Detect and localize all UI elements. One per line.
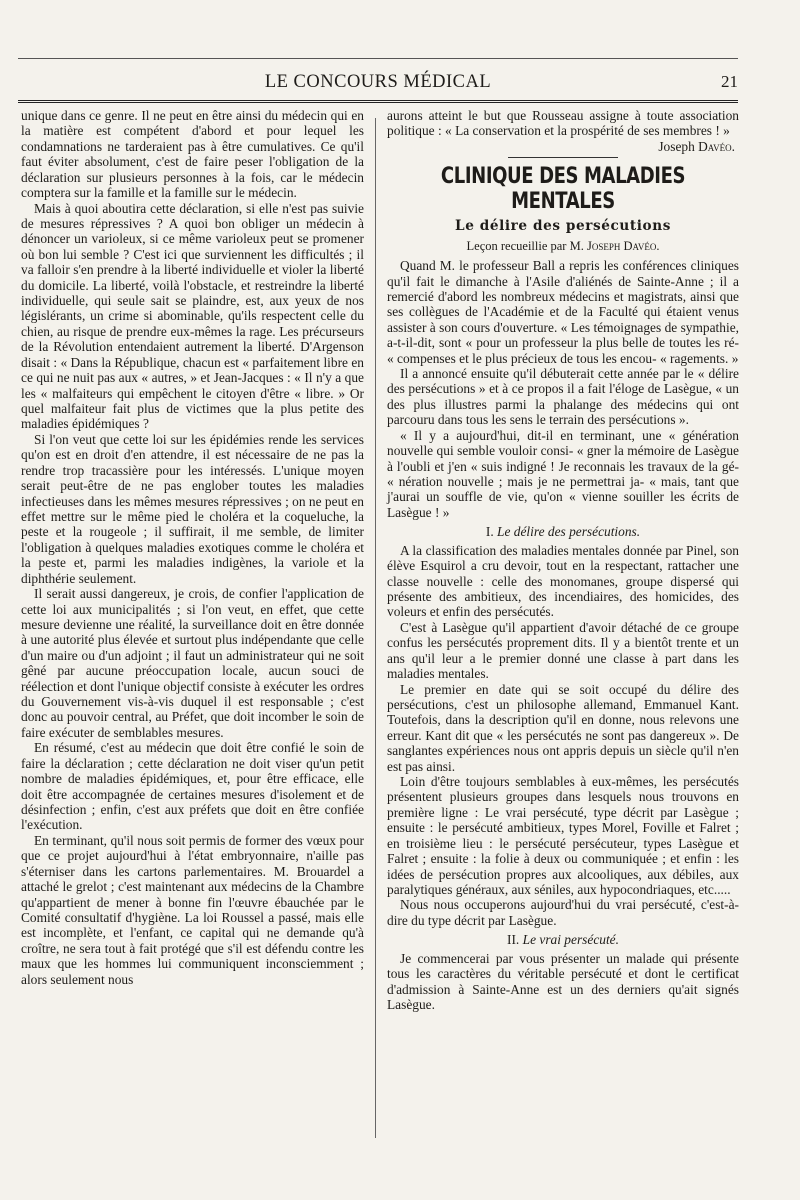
- paragraph: Je commencerai par vous présenter un malade qui présente tous les caractères du véritable persécuté et dont le certificat d'admission à Sainte-Anne est un des derniers qu'ait signés Lasègue.: [387, 950, 739, 1012]
- paragraph: Le premier en date qui se soit occupé du délire des persécutions, c'est un philosophe allemand, Emmanuel Kant. Toutefois, dans la description qu'il en donne, nous relevons une erreur. Kant dit que « les persécutés ne sont pas dangereux ». De sanglantes expériences nous ont appris depuis un siècle qu'il n'en est pas ainsi.: [387, 681, 739, 774]
- lecture-title: Le délire des persécutions: [455, 218, 671, 235]
- paragraph: Nous nous occuperons aujourd'hui du vrai persécuté, c'est-à-dire du type décrit par Lasègue.: [387, 897, 739, 928]
- signature-last-name: Davéo.: [698, 138, 735, 154]
- paragraph: En résumé, c'est au médecin que doit être confié le soin de faire la déclaration ; cette déclaration ne doit viser qu'un petit nombre de maladies épidémiques, et, pour être efficace, elle doit être accompagnée de certaines mesures d'isolement et de désinfection ; enfin, c'est aux préfets que doit en être confiée l'exécution.: [21, 740, 364, 833]
- byline-name: Joseph Davéo.: [586, 238, 660, 253]
- left-column: [21, 108, 364, 987]
- paragraph: C'est à Lasègue qu'il appartient d'avoir détaché de ce groupe confus les persécutés proprement dits. Il y a bientôt trente et un ans qu'il leur a le premier donné une classe à part dans les maladies mentales.: [387, 619, 739, 682]
- separator-rule: [508, 157, 618, 158]
- column-divider: [375, 118, 376, 1138]
- subhead-number: II.: [507, 932, 520, 948]
- journal-title: LE CONCOURS MÉDICAL: [264, 72, 492, 92]
- paragraph: En terminant, qu'il nous soit permis de former des vœux pour que ce projet aujourd'hui à l'état embryonnaire, n'aille pas s'éterniser dans les cartons parlementaires. M. Brouardel a attaché le grelot ; c'est maintenant aux médecins de la Chambre qu'appartient de mener à bonne fin l'œuvre ébauchée par le Comité consultatif d'hygiène. La loi Roussel a passé, mais elle est incomplète, et l'enfant, ce capital qui ne demande qu'à croître, ne sera tout à fait protégé que s'il est défendu contre les maux que les hommes lui communiquent inconsciemment ; alors seulement nous: [21, 832, 364, 987]
- subhead-number: I.: [485, 524, 494, 540]
- paragraph: A la classification des maladies mentales donnée par Pinel, son élève Esquirol a cru devoir, tout en la respectant, rattacher une classe nouvelle : celle des monomanes, groupe dispersé qui présente des ambitieux, des incendiaires, des homicides, des voleurs et enfin des persécutés.: [387, 542, 739, 620]
- subhead-text: Le délire des persécutions.: [497, 524, 641, 540]
- paragraph: unique dans ce genre. Il ne peut en être ainsi du médecin qui en la matière est compétent d'abord et pour lequel les condamnations ne tarderaient pas à être cumulatives. Ce qu'il faut éviter absolument, c'est de faire peser l'obligation de la déclaration sur plusieurs personnes à la fois, car le médecin comptera sur la famille et la famille sur le médecin.: [21, 108, 364, 201]
- subhead-text: Le vrai persécuté.: [522, 932, 619, 948]
- paragraph: Mais à quoi aboutira cette déclaration, si elle n'est pas suivie de mesures répressives ? A quoi bon obliger un médecin à dénoncer un varioleux, si ce même varioleux peut se promener où bon lui semble ? C'est ici que surviennent les difficultés ; il va falloir s'en prendre à la liberté individuelle et violer la liberté du domicile. La liberté, voilà l'obstacle, et restreindre la liberté individuelle, qui seule sait se plaindre, est, aux yeux de nos législérants, un crime si abominable, qu'ils respectent celle du chien, au risque de prendre eux-mêmes la rage. Les précurseurs de la Révolution entendaient autrement la liberté. D'Argenson disait : « Dans la République, chacun est « parfaitement libre en ce qui ne nuit pas aux « autres, » et Jean-Jacques : « Il n'y a que les « malfaiteurs qui empêchent le citoyen d'être « libre. » Or quel malfaiteur fait plus de victimes que la plus petite des maladies épidémiques ?: [21, 200, 364, 432]
- header-rule: [18, 100, 738, 103]
- signature-first-name: Joseph: [658, 138, 695, 154]
- paragraph: « Il y a aujourd'hui, dit-il en terminant, une « génération nouvelle qui semble vouloir consi- « gner la mémoire de Lasègue à l'oubli et j'en « suis indigné ! Je reconnais les travaux de la gé- « nération nouvelle ; mais je ne permettrai ja- « mais, tant que j'aurai un souffle de vie, qu'on « vienne souiller les écrits de Lasègue ! »: [387, 427, 739, 520]
- paragraph: Il a annoncé ensuite qu'il débuterait cette année par le « délire des persécutions » et à ce propos il a fait l'éloge de Lasègue, « un des plus illustres parmi la phalange des médecins qui ont parcouru dans tous les sens le terrain des persécutions ».: [387, 366, 739, 428]
- subhead-part-2: [387, 932, 739, 947]
- section-title: CLINIQUE DES MALADIES MENTALES: [440, 164, 686, 215]
- paragraph: Loin d'être toujours semblables à eux-mêmes, les persécutés présentent plusieurs groupes dans lesquels nous trouvons en première ligne : Le vrai persécuté, type décrit par Lasègue ; ensuite : le persécuté ambitieux, types Morel, Foville et Falret ; en troisième lieu : le persécuté persécuteur, types Lasègue et Falret ; ensuite : la folie à deux ou communiquée ; et enfin : les idées de persécution propres aux alcooliques, aux débiles, aux paralytiques généraux, aux séniles, aux hypocondriaques, etc.....: [387, 774, 739, 897]
- author-signature: [387, 139, 739, 154]
- right-column: [387, 108, 739, 1012]
- byline: [387, 239, 739, 254]
- paragraph: aurons atteint le but que Rousseau assigne à toute association politique : « La conservation et la prospérité de ses membres ! »: [387, 108, 739, 139]
- paragraph: Quand M. le professeur Ball a repris les conférences cliniques qu'il fait le dimanche à l'Asile d'aliénés de Sainte-Anne ; il a remercié d'abord les nombreux médecins et magistrats, ainsi que ses collègues de l'Académie et de la Faculté qui étaient venus assister à son cours d'ouverture. « Les témoignages de sympathie, a-t-il-dit, sont « pour un professeur la plus belle de toutes les ré- « compenses et le plus précieux de tous les encou- « ragements. »: [387, 258, 739, 366]
- page-number: 21: [721, 72, 738, 91]
- byline-prefix: Leçon recueillie par M.: [466, 238, 584, 253]
- paragraph: Il serait aussi dangereux, je crois, de confier l'application de cette loi aux municipalités ; si l'on veut, en effet, que cette mesure devienne une réalité, la surveillance doit en être donnée à une autorité plus élevée et surtout plus indépendante que celle d'un maire ou d'un adjoint ; il faut un administrateur qui ne soit gêné par aucune préoccupation locale, aucun souci de réélection et dont l'unique objectif consiste à exécuter les ordres du Gouvernement vis-à-vis duquel il est responsable ; c'est donc au pouvoir central, au Préfet, que doit incomber le soin de faire exécuter de semblables mesures.: [21, 586, 364, 740]
- page-header: [18, 66, 738, 96]
- subhead-part-1: [387, 524, 739, 539]
- top-rule: [18, 58, 738, 59]
- paragraph: Si l'on veut que cette loi sur les épidémies rende les services qu'on est en droit d'en attendre, il est nécessaire de ne pas la rendre trop tracassière pour les intéressés. L'unique moyen serait peut-être de ne pas englober toutes les maladies infectieuses dans les mêmes mesures répressives ; on ne peut en effet mettre sur le même pied le choléra et la coqueluche, la peste et la rougeole ; il suffirait, il me semble, de limiter l'obligation à quelques maladies exotiques comme le choléra et la peste et, parmi les maladies indigènes, la variole et la diphthérie seulement.: [21, 431, 364, 586]
